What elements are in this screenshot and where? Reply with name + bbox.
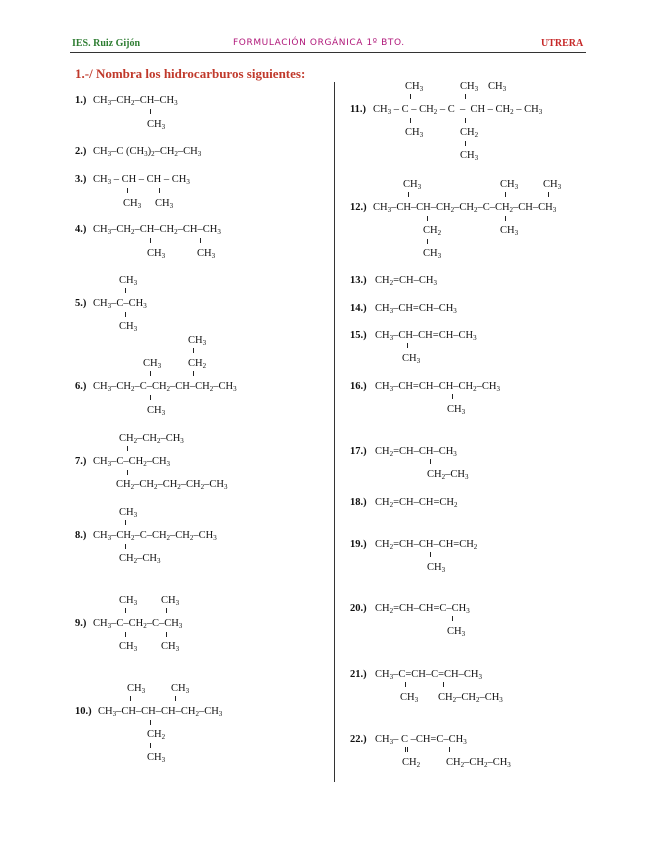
formula-fragment: $CH_2=CH-CH_3$: [375, 275, 437, 287]
item-number: 6.): [75, 381, 87, 392]
bond-line: [150, 720, 151, 725]
bond-line: [427, 216, 428, 221]
bond-line: [443, 682, 444, 687]
formula-item: [75, 596, 330, 686]
bond-line: [159, 188, 160, 193]
bond-line: [410, 118, 411, 123]
formula-fragment: $CH_3$ – CH – CH – $CH_3$: [93, 174, 190, 186]
item-number: 14.): [350, 303, 367, 314]
formula-fragment: $CH_3$: [403, 179, 422, 191]
formula-fragment: $CH_3$: [147, 405, 166, 417]
bond-line: [125, 520, 126, 525]
formula-fragment: $CH_2$: [460, 127, 479, 139]
formula-fragment: $CH_3$: [447, 404, 466, 416]
item-number: 3.): [75, 174, 87, 185]
column-divider: [334, 82, 335, 782]
formula-fragment: $CH_3$: [155, 198, 174, 210]
formula-fragment: $CH_3$: [405, 81, 424, 93]
formula-fragment: $CH_3$: [500, 225, 519, 237]
bond-line: [465, 94, 466, 99]
formula-fragment: $CH_3$: [119, 641, 138, 653]
bond-line: [125, 312, 126, 317]
formula-fragment: $CH_3$: [402, 353, 421, 365]
formula-fragment: $CH_3$: [197, 248, 216, 260]
bond-line: [125, 632, 126, 637]
bond-line: [505, 192, 506, 197]
formula-fragment: $CH_3-C-CH_2-C-CH_3$: [93, 618, 183, 630]
formula-fragment: $CH_3-CH_2-C-CH_2-CH-CH_2-CH_3$: [93, 381, 237, 393]
item-number: 5.): [75, 298, 87, 309]
formula-item: [350, 180, 605, 270]
formula-fragment: $CH_3-CH_2-CH-CH_3$: [93, 95, 178, 107]
bond-line: [127, 188, 128, 193]
formula-fragment: $CH_3$: [147, 248, 166, 260]
item-number: 21.): [350, 669, 367, 680]
bond-line: [430, 552, 431, 557]
item-number: 7.): [75, 456, 87, 467]
bond-line: [125, 288, 126, 293]
formula-fragment: $CH_3-C=CH-C=CH-CH_3$: [375, 669, 482, 681]
bond-line: [150, 109, 151, 114]
item-number: 11.): [350, 104, 367, 115]
formula-fragment: $CH_3$: [488, 81, 507, 93]
item-number: 8.): [75, 530, 87, 541]
header-author: UTRERA: [541, 38, 584, 49]
formula-fragment: $CH_3$: [119, 275, 138, 287]
formula-fragment: $CH_3$: [147, 119, 166, 131]
formula-fragment: $CH_3$: [119, 507, 138, 519]
formula-fragment: $CH_3$ – C – $CH_2$ – C – CH – $CH_2 - CH_3$: [373, 104, 543, 116]
item-number: 9.): [75, 618, 87, 629]
formula-item: [350, 735, 605, 825]
item-number: 19.): [350, 539, 367, 550]
bond-line: [193, 371, 194, 376]
bond-line: [127, 470, 128, 475]
formula-fragment: $CH_3-CH-CH-CH_2-CH_2-C-CH_2-CH-CH_3$: [373, 202, 557, 214]
bond-line: [200, 238, 201, 243]
formula-fragment: $CH_3$: [500, 179, 519, 191]
bond-line: [505, 216, 506, 221]
formula-item: [75, 508, 330, 598]
bond-line: [125, 608, 126, 613]
item-number: 22.): [350, 734, 367, 745]
item-number: 10.): [75, 706, 92, 717]
bond-line: [150, 743, 151, 748]
bond-line: [407, 343, 408, 348]
bond-line: [125, 544, 126, 549]
formula-fragment: $CH_2-CH_2-CH_2-CH_2-CH_3$: [116, 479, 228, 491]
formula-fragment: $CH_3$: [460, 150, 479, 162]
exercise-title: 1.-/ Nombra los hidrocarburos siguientes:: [75, 66, 306, 81]
item-number: 1.): [75, 95, 87, 106]
formula-fragment: $CH_3$: [460, 81, 479, 93]
formula-fragment: $CH_2=CH-CH=C-CH_3$: [375, 603, 470, 615]
formula-fragment: $CH_3$: [147, 752, 166, 764]
item-number: 13.): [350, 275, 367, 286]
bond-line: [166, 608, 167, 613]
formula-item: [350, 82, 605, 172]
bond-line: [405, 682, 406, 687]
formula-fragment: $CH_2=CH-CH-CH=CH_2$: [375, 539, 478, 551]
item-number: 17.): [350, 446, 367, 457]
item-number: 16.): [350, 381, 367, 392]
formula-fragment: $CH_3$: [423, 248, 442, 260]
formula-fragment: $CH_3$: [447, 626, 466, 638]
formula-fragment: $CH_3$: [143, 358, 162, 370]
bond-line: [449, 747, 450, 752]
formula-fragment: $CH_2$: [188, 358, 207, 370]
bond-line: [410, 94, 411, 99]
bond-line: [430, 459, 431, 464]
bond-line: [150, 395, 151, 400]
formula-fragment: $CH_3$: [543, 179, 562, 191]
double-bond-line: [405, 747, 408, 752]
formula-fragment: $CH_3-C$ $(CH_3)_2-CH_2-CH_3$: [93, 146, 202, 158]
formula-fragment: $CH_2$: [147, 729, 166, 741]
formula-fragment: $CH_2-CH_2-CH_3$: [438, 692, 503, 704]
formula-fragment: $CH_2-CH_3$: [427, 469, 469, 481]
formula-fragment: $CH_3-CH-CH=CH-CH_3$: [375, 330, 477, 342]
bond-line: [175, 696, 176, 701]
item-number: 15.): [350, 330, 367, 341]
item-number: 20.): [350, 603, 367, 614]
bond-line: [150, 371, 151, 376]
formula-fragment: $CH_2=CH-CH=CH_2$: [375, 497, 458, 509]
header-school: IES. Ruiz Gijón: [72, 38, 141, 49]
formula-fragment: $CH_3-CH_2-C-CH_2-CH_2-CH_3$: [93, 530, 217, 542]
formula-fragment: $CH_2-CH_2-CH_3$: [119, 433, 184, 445]
formula-fragment: $CH_2$: [423, 225, 442, 237]
bond-line: [452, 394, 453, 399]
bond-line: [452, 616, 453, 621]
item-number: 2.): [75, 146, 87, 157]
header-course: FORMULACIÓN ORGÁNICA 1º BTO.: [233, 38, 405, 48]
formula-fragment: $CH_3-CH-CH-CH-CH_2-CH_3$: [98, 706, 223, 718]
formula-fragment: $CH_2$: [402, 757, 421, 769]
formula-fragment: $CH_3$: [427, 562, 446, 574]
formula-fragment: $CH_3$: [119, 595, 138, 607]
formula-fragment: $CH_3$: [123, 198, 142, 210]
formula-fragment: $CH_3-CH=CH-CH-CH_2-CH_3$: [375, 381, 500, 393]
formula-fragment: $CH_3$: [400, 692, 419, 704]
formula-item: [75, 684, 330, 774]
item-number: 18.): [350, 497, 367, 508]
bond-line: [465, 141, 466, 146]
bond-line: [150, 238, 151, 243]
formula-fragment: $CH_2=CH-CH-CH_3$: [375, 446, 457, 458]
item-number: 4.): [75, 224, 87, 235]
formula-fragment: $CH_2-CH_2-CH_3$: [446, 757, 511, 769]
item-number: 12.): [350, 202, 367, 213]
formula-fragment: $CH_3-CH_2-CH-CH_2-CH-CH_3$: [93, 224, 221, 236]
formula-fragment: $CH_3-$ C $-CH=C-CH_3$: [375, 734, 467, 746]
bond-line: [130, 696, 131, 701]
formula-fragment: $CH_3$: [127, 683, 146, 695]
bond-line: [427, 239, 428, 244]
bond-line: [166, 632, 167, 637]
formula-fragment: $CH_3$: [405, 127, 424, 139]
header-rule: [70, 52, 586, 53]
bond-line: [408, 192, 409, 197]
formula-fragment: $CH_3$: [161, 595, 180, 607]
bond-line: [548, 192, 549, 197]
formula-fragment: $CH_3$: [161, 641, 180, 653]
formula-fragment: $CH_3-C-CH_3$: [93, 298, 147, 310]
formula-fragment: $CH_3-CH=CH-CH_3$: [375, 303, 457, 315]
bond-line: [465, 118, 466, 123]
formula-fragment: $CH_3$: [188, 335, 207, 347]
bond-line: [127, 446, 128, 451]
formula-item: [75, 336, 330, 426]
formula-fragment: $CH_3-C-CH_2-CH_3$: [93, 456, 171, 468]
formula-fragment: $CH_3$: [171, 683, 190, 695]
formula-fragment: $CH_3$: [119, 321, 138, 333]
formula-fragment: $CH_2-CH_3$: [119, 553, 161, 565]
bond-line: [193, 348, 194, 353]
